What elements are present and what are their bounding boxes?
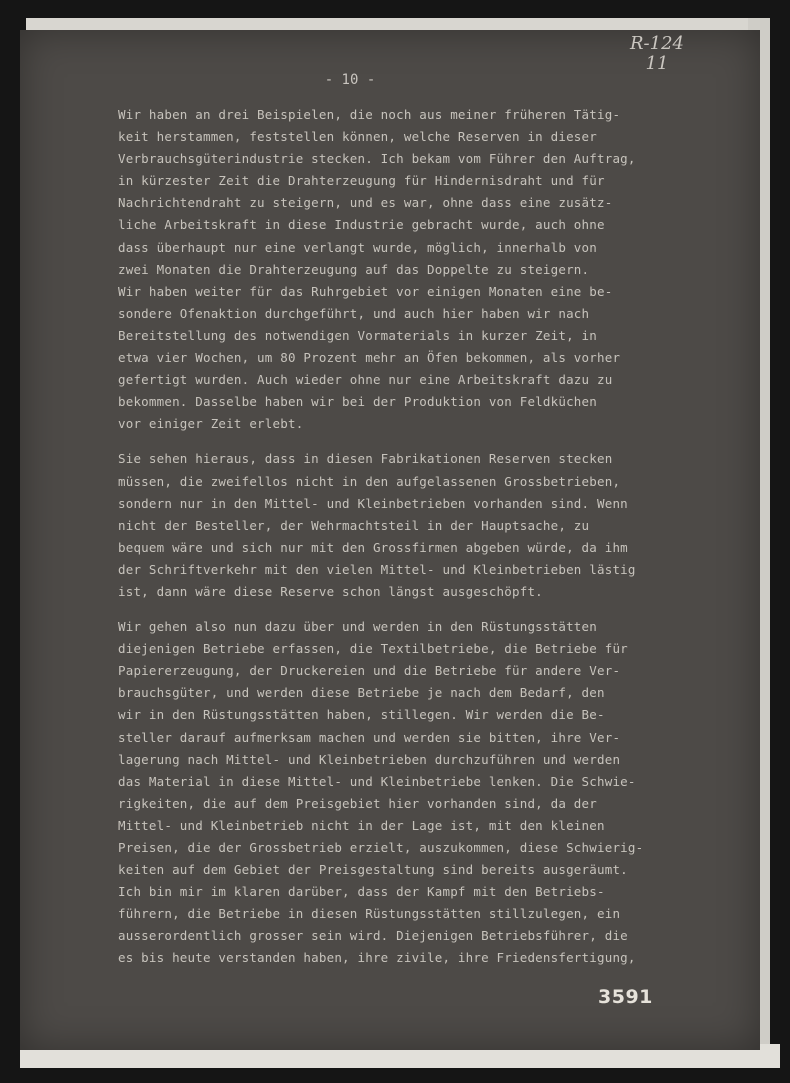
document-body [118,104,718,983]
text-line: Mittel- und Kleinbetrieb nicht in der Lage ist, mit den kleinen [118,817,605,833]
text-line: bequem wäre und sich nur mit den Grossfirmen abgeben würde, da ihm [118,539,628,555]
text-line: Wir gehen also nun dazu über und werden in den Rüstungsstätten [118,619,597,635]
text-line: brauchsgüter, und werden diese Betriebe je nach dem Bedarf, den [118,685,605,701]
text-line: Wir haben weiter für das Ruhrgebiet vor einigen Monaten eine be- [118,283,613,299]
reference-mark-line-2: 11 [645,53,669,74]
text-line: wir in den Rüstungsstätten haben, stillegen. Wir werden die Be- [118,707,605,723]
text-line: liche Arbeitskraft in diese Industrie gebracht wurde, auch ohne [118,217,605,233]
text-line: Papiererzeugung, der Druckereien und die Betriebe für andere Ver- [118,663,621,679]
text-line: dass überhaupt nur eine verlangt wurde, möglich, innerhalb von [118,239,597,255]
text-line: führern, die Betriebe in diesen Rüstungsstätten stillzulegen, ein [118,906,621,922]
text-line: nicht der Besteller, der Wehrmachtsteil in der Hauptsache, zu [118,517,590,533]
text-line: bekommen. Dasselbe haben wir bei der Produktion von Feldküchen [118,394,597,410]
text-line: zwei Monaten die Drahterzeugung auf das Doppelte zu steigern. [118,261,590,277]
text-line: Verbrauchsgüterindustrie stecken. Ich bekam vom Führer den Auftrag, [118,151,636,167]
text-line: Preisen, die der Grossbetrieb erzielt, auszukommen, diese Schwierig- [118,840,644,855]
text-line: lagerung nach Mittel- und Kleinbetrieben durchzuführen und werden [118,751,621,767]
text-line: Ich bin mir im klaren darüber, dass der Kampf mit den Betriebs- [118,884,605,900]
text-line: es bis heute verstanden haben, ihre zivile, ihre Friedensfertigung, [118,950,636,966]
reference-mark-line-1: R-124 [630,33,684,54]
text-line: sondern nur in den Mittel- und Kleinbetrieben vorhanden sind. Wenn [118,495,628,511]
paragraph [118,616,718,970]
text-line: der Schriftverkehr mit den vielen Mittel- und Kleinbetrieben lästig [118,561,636,577]
text-line: steller darauf aufmerksam machen und werden sie bitten, ihre Ver- [118,729,621,745]
text-line: Sie sehen hieraus, dass in diesen Fabrikationen Reserven stecken [118,451,613,467]
text-line: etwa vier Wochen, um 80 Prozent mehr an Öfen bekommen, als vorher [118,350,621,366]
text-line: Nachrichtendraht zu steigern, und es war, ohne dass eine zusätz- [118,195,613,211]
text-line: vor einiger Zeit erlebt. [118,416,304,432]
text-line: gefertigt wurden. Auch wieder ohne nur eine Arbeitskraft dazu zu [118,372,613,388]
text-line: diejenigen Betriebe erfassen, die Textilbetriebe, die Betriebe für [118,641,628,657]
text-line: rigkeiten, die auf dem Preisgebiet hier vorhanden sind, da der [118,795,597,811]
document-stamp-number: 3591 [598,986,653,1008]
text-line: Bereitstellung des notwendigen Vormaterials in kurzer Zeit, in [118,327,597,343]
text-line: in kürzester Zeit die Drahterzeugung für Hindernisdraht und für [118,173,605,189]
handwritten-reference-mark [630,34,684,74]
paragraph [118,104,718,435]
text-line: Wir haben an drei Beispielen, die noch aus meiner früheren Tätig- [118,107,621,122]
text-line: sondere Ofenaktion durchgeführt, und auch hier haben wir nach [118,305,590,321]
text-line: ist, dann wäre diese Reserve schon längst ausgeschöpft. [118,583,543,599]
page-number: - 10 - [324,72,376,88]
text-line: das Material in diese Mittel- und Kleinbetriebe lenken. Die Schwie- [118,773,636,789]
paragraph [118,448,718,603]
text-line: müssen, die zweifellos nicht in den aufgelassenen Grossbetrieben, [118,473,621,489]
text-line: keiten auf dem Gebiet der Preisgestaltung sind bereits ausgeräumt. [118,862,628,878]
text-line: ausserordentlich grosser sein wird. Diejenigen Betriebsführer, die [118,928,628,944]
text-line: keit herstammen, feststellen können, welche Reserven in dieser [118,129,597,145]
